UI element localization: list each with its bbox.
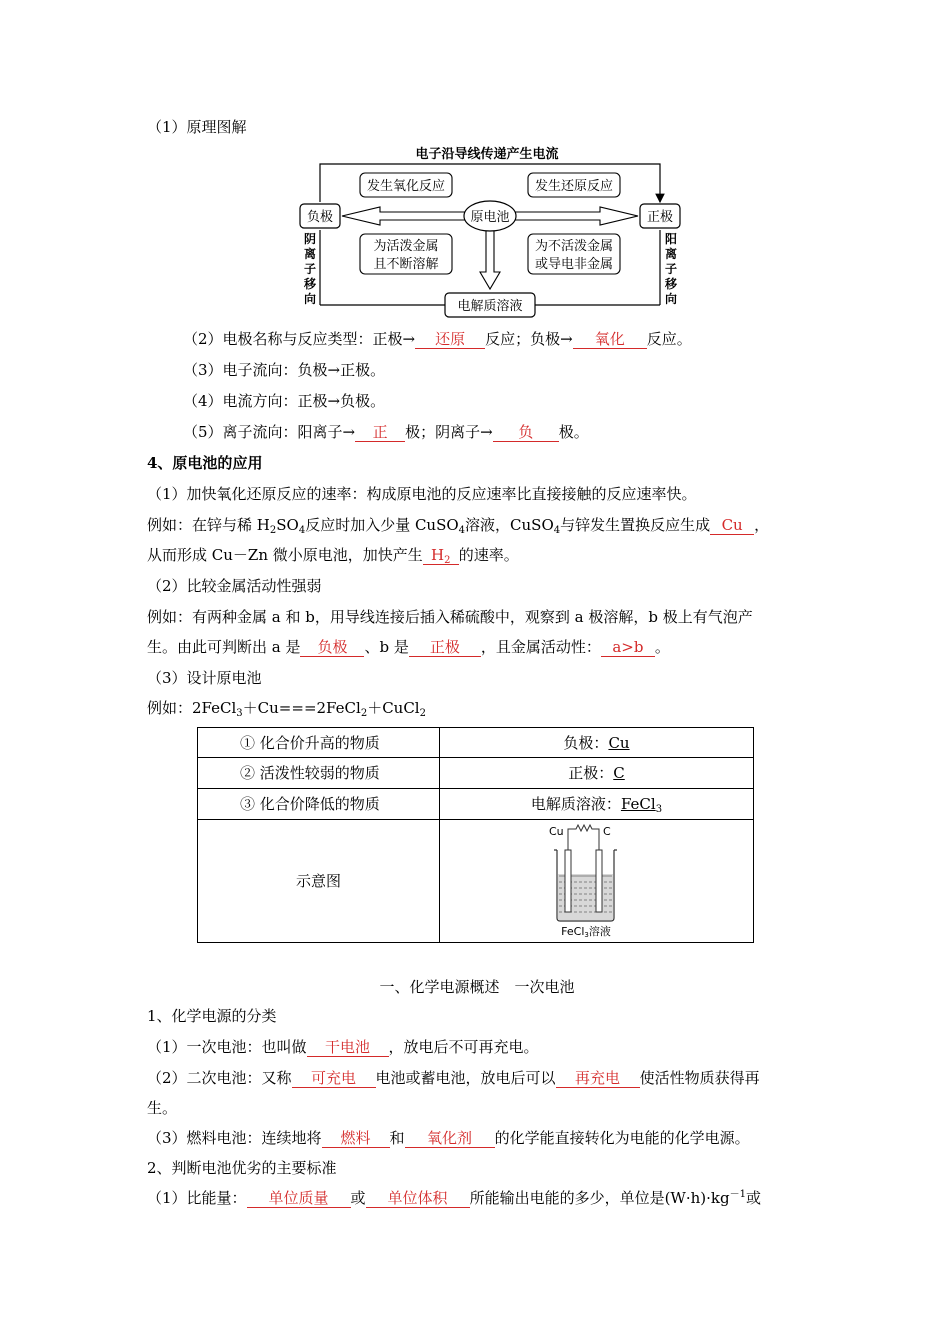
example1-line2: 从而形成 Cu－Zn 微小原电池，加快产生 $H_2$ 的速率。 bbox=[147, 546, 519, 566]
inactive-metal-label-1: 为不活泼金属 bbox=[534, 239, 614, 254]
anion-migration-char: 向 bbox=[303, 292, 317, 306]
cation-migration-char: 移 bbox=[664, 277, 678, 291]
left-electrode-label: Cu bbox=[548, 825, 564, 838]
answer-blank: 燃料 bbox=[322, 1130, 390, 1148]
classification-heading: 1、化学电源的分类 bbox=[147, 1007, 277, 1025]
primary-battery-line: （1）一次电池：也叫做 干电池 ，放电后不可再充电。 bbox=[147, 1038, 539, 1056]
electron-flow-line: （3）电子流向：负极→正极。 bbox=[183, 361, 386, 379]
answer-blank: 再充电 bbox=[556, 1070, 640, 1088]
specific-energy-line: （1）比能量： 单位质量 或 单位体积 所能输出电能的多少，单位是$(W\cdot h)\cdot kg^{-1}$或 bbox=[147, 1189, 761, 1207]
answer-blank: 氧化 bbox=[573, 331, 647, 349]
answer-blank: 负 bbox=[493, 424, 559, 442]
table-row bbox=[198, 789, 754, 820]
cation-migration-char: 阳 bbox=[664, 232, 678, 246]
answer-blank: 干电池 bbox=[307, 1039, 389, 1057]
application-heading: 4、原电池的应用 bbox=[147, 454, 263, 472]
application-p2: （2）比较金属活动性强弱 bbox=[147, 577, 322, 595]
table-cell: 负极：Cu bbox=[440, 728, 754, 758]
negative-electrode-label: 负极 bbox=[306, 210, 334, 225]
answer-blank: 正 bbox=[355, 424, 405, 442]
table-cell: ② 活泼性较弱的物质 bbox=[198, 758, 440, 789]
oxidation-box-label: 发生氧化反应 bbox=[366, 179, 446, 194]
reduction-box-label: 发生还原反应 bbox=[534, 179, 614, 194]
solution-caption: FeCl3溶液 bbox=[560, 925, 611, 939]
example1-line1: 例如：在锌与稀 $H_2SO_4$反应时加入少量 CuSO$_4$溶液，CuSO$_4$与锌发生置换反应生成 Cu ， bbox=[147, 516, 770, 536]
secondary-battery-line2: 生。 bbox=[147, 1099, 178, 1117]
table-row bbox=[198, 820, 754, 943]
criteria-heading: 2、判断电池优劣的主要标准 bbox=[147, 1159, 337, 1177]
table-cell: 正极：C bbox=[440, 758, 754, 789]
galvanic-cell-principle-diagram bbox=[290, 142, 690, 322]
chapter-title: 一、化学电源概述 一次电池 bbox=[379, 978, 575, 996]
example2-line2: 生。由此可判断出 a 是 负极 、b 是 正极 ，且金属活动性： a>b 。 bbox=[147, 638, 670, 656]
application-p1: （1）加快氧化还原反应的速率：构成原电池的反应速率比直接接触的反应速率快。 bbox=[147, 485, 697, 503]
principle-heading: （1）原理图解 bbox=[147, 118, 247, 136]
secondary-battery-line: （2）二次电池：又称 可充电 电池或蓄电池，放电后可以 再充电 使活性物质获得再 bbox=[147, 1069, 760, 1087]
current-direction-line: （4）电流方向：正极→负极。 bbox=[183, 392, 386, 410]
diagram-title: 电子沿导线传递产生电流 bbox=[415, 147, 559, 162]
answer-blank: 可充电 bbox=[292, 1070, 376, 1088]
anion-migration-char: 阴 bbox=[303, 232, 317, 246]
example3-equation: 例如：2FeCl$_3$＋Cu===2FeCl$_2$＋CuCl$_2$ bbox=[147, 699, 426, 719]
anion-migration-char: 移 bbox=[303, 277, 317, 291]
application-p3: （3）设计原电池 bbox=[147, 669, 262, 687]
table-cell: ① 化合价升高的物质 bbox=[198, 728, 440, 758]
table-cell: ③ 化合价降低的物质 bbox=[198, 789, 440, 820]
ion-flow-line: （5）离子流向：阳离子→ 正 极；阴离子→ 负 极。 bbox=[183, 423, 589, 441]
anion-migration-char: 子 bbox=[303, 262, 317, 276]
table-row bbox=[198, 728, 754, 758]
right-electrode-label: C bbox=[602, 825, 611, 838]
electrolyte-label: 电解质溶液 bbox=[457, 299, 523, 314]
table-cell: 示意图 bbox=[198, 820, 440, 943]
electrode-reaction-line: （2）电极名称与反应类型：正极→ 还原 反应；负极→ 氧化 反应。 bbox=[183, 330, 692, 348]
cation-migration-char: 向 bbox=[664, 292, 678, 306]
example2-line1: 例如：有两种金属 a 和 b，用导线连接后插入稀硫酸中，观察到 a 极溶解，b 极上有气泡产 bbox=[147, 608, 753, 626]
cation-migration-char: 离 bbox=[664, 247, 678, 261]
fuel-cell-line: （3）燃料电池：连续地将 燃料 和 氧化剂 的化学能直接转化为电能的化学电源。 bbox=[147, 1129, 750, 1147]
beaker-sketch bbox=[547, 822, 647, 940]
answer-blank: 单位体积 bbox=[366, 1190, 470, 1208]
answer-blank: Cu bbox=[710, 517, 754, 535]
answer-blank: 单位质量 bbox=[247, 1190, 351, 1208]
anion-migration-char: 离 bbox=[303, 247, 317, 261]
answer-blank: 还原 bbox=[415, 331, 485, 349]
active-metal-label-2: 且不断溶解 bbox=[373, 257, 439, 272]
answer-blank: 正极 bbox=[409, 639, 481, 657]
galvanic-cell-label: 原电池 bbox=[470, 210, 510, 225]
table-cell bbox=[440, 820, 754, 943]
answer-blank: a>b bbox=[601, 639, 655, 657]
cell-design-table bbox=[197, 727, 754, 943]
answer-blank: 负极 bbox=[300, 639, 364, 657]
active-metal-label-1: 为活泼金属 bbox=[373, 239, 439, 254]
table-row bbox=[198, 758, 754, 789]
positive-electrode-label: 正极 bbox=[646, 210, 674, 225]
cation-migration-char: 子 bbox=[664, 262, 678, 276]
table-cell: 电解质溶液：FeCl$_3$ bbox=[440, 789, 754, 820]
answer-blank: $H_2$ bbox=[423, 547, 459, 565]
inactive-metal-label-2: 或导电非金属 bbox=[534, 257, 614, 272]
answer-blank: 氧化剂 bbox=[405, 1130, 495, 1148]
